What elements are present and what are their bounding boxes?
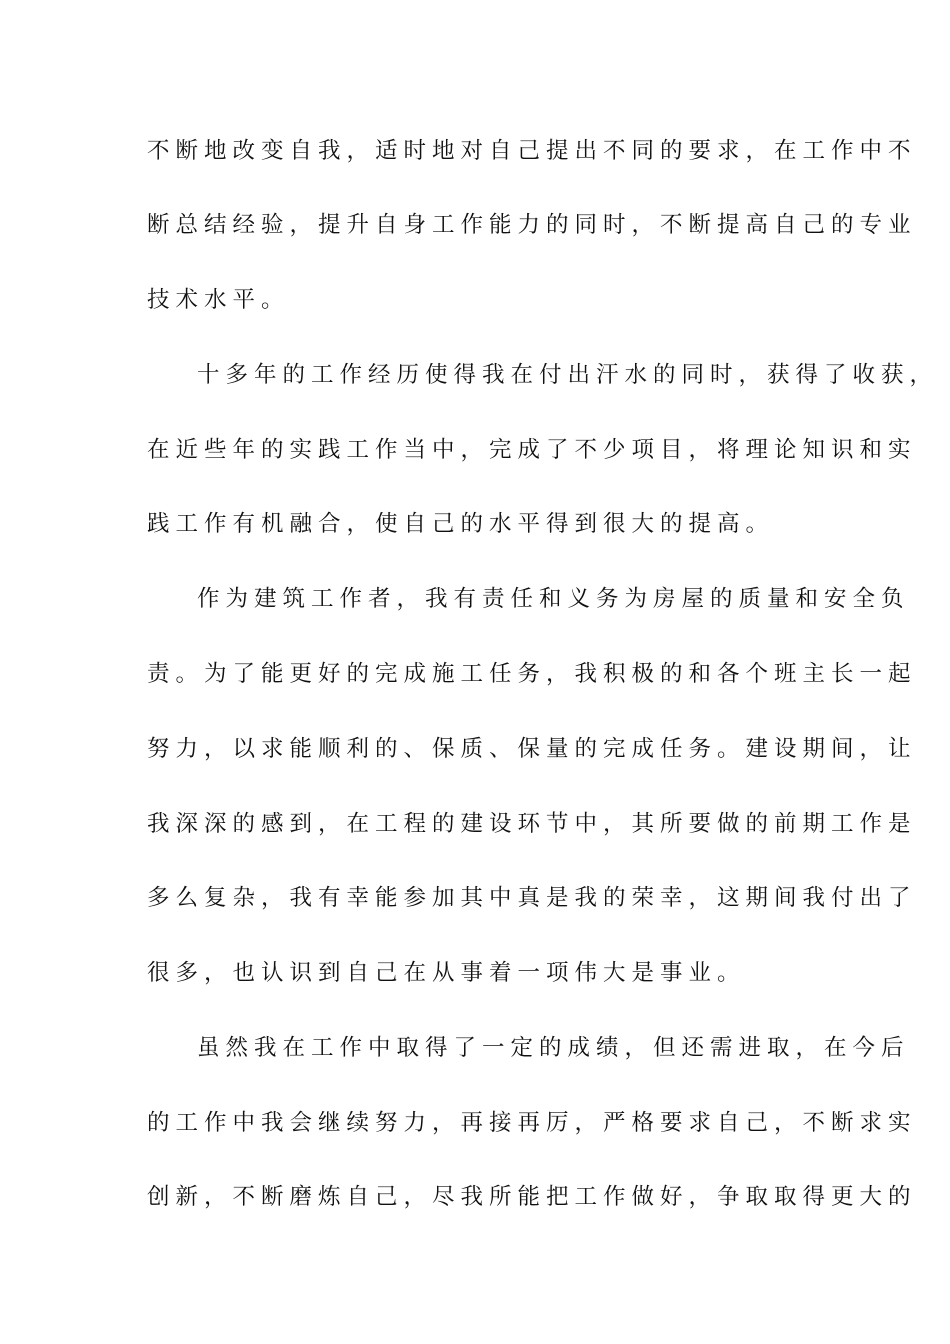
paragraph-1-line-3: 技术水平。	[147, 287, 290, 313]
paragraph-3-line-4: 我深深的感到，在工程的建设环节中，其所要做的前期工作是	[147, 811, 917, 837]
paragraph-4-line-3: 创新，不断磨炼自己，尽我所能把工作做好，争取取得更大的	[147, 1184, 917, 1210]
paragraph-3-line-1: 作为建筑工作者，我有责任和义务为房屋的质量和安全负	[197, 586, 910, 612]
paragraph-2-line-1: 十多年的工作经历使得我在付出汗水的同时，获得了收获，	[197, 362, 939, 388]
paragraph-1-line-2: 断总结经验，提升自身工作能力的同时，不断提高自己的专业	[147, 212, 917, 238]
paragraph-2-line-2: 在近些年的实践工作当中，完成了不少项目，将理论知识和实	[147, 437, 917, 463]
paragraph-2-line-3: 践工作有机融合，使自己的水平得到很大的提高。	[147, 511, 775, 537]
paragraph-3-line-5: 多么复杂，我有幸能参加其中真是我的荣幸，这期间我付出了	[147, 885, 917, 911]
paragraph-4-line-1: 虽然我在工作中取得了一定的成绩，但还需进取，在今后	[197, 1035, 910, 1061]
paragraph-3-line-2: 责。为了能更好的完成施工任务，我积极的和各个班主长一起	[147, 661, 917, 687]
paragraph-1-line-1: 不断地改变自我，适时地对自己提出不同的要求，在工作中不	[147, 138, 917, 164]
paragraph-3-line-6: 很多，也认识到自己在从事着一项伟大是事业。	[147, 960, 746, 986]
paragraph-3-line-3: 努力，以求能顺利的、保质、保量的完成任务。建设期间，让	[147, 736, 917, 762]
paragraph-4-line-2: 的工作中我会继续努力，再接再厉，严格要求自己，不断求实	[147, 1110, 917, 1136]
